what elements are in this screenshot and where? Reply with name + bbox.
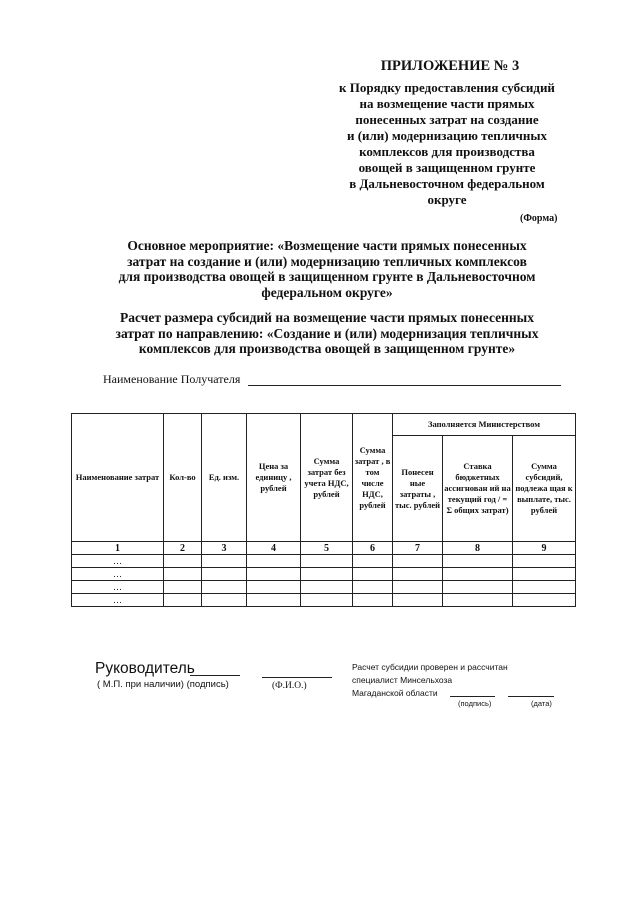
calculation-heading [92,310,562,357]
check-line: специалист Минсельхоза [352,675,453,685]
table-row [72,581,576,594]
stamp-signature-note: ( М.П. при наличии) (подпись) [97,679,229,690]
table-cell[interactable] [301,581,353,594]
table-cell[interactable] [164,568,202,581]
table-cell[interactable] [443,594,513,607]
recipient-input-line[interactable] [248,385,561,386]
head-label: Руководитель [95,660,195,677]
table-cell[interactable] [301,555,353,568]
table-cell[interactable] [353,594,393,607]
table-cell[interactable] [247,568,301,581]
col-header-incurred: Понесен ные затраты , тыс. рублей [393,436,443,542]
subsidy-calculation-table [71,413,576,607]
ministry-check-note [352,661,508,700]
table-cell[interactable] [202,581,247,594]
signature-caption: (подпись) [458,699,492,708]
recipient-label: Наименование Получателя [103,372,241,386]
table-cell[interactable] [513,568,576,581]
table-cell[interactable] [513,555,576,568]
table-cell[interactable] [353,581,393,594]
appendix-line: округе [427,192,467,207]
col-header-sum-vat: Сумма затрат , в том числе НДС, рублей [353,414,393,542]
form-label: (Форма) [520,213,558,224]
table-cell[interactable] [353,555,393,568]
column-number: 3 [202,542,247,555]
appendix-line: на возмещение части прямых [359,96,535,111]
table-cell[interactable] [443,568,513,581]
head-signature-line[interactable] [190,675,240,676]
table-cell[interactable] [393,581,443,594]
specialist-signature-line[interactable] [450,696,495,697]
column-number: 9 [513,542,576,555]
appendix-line: в Дальневосточном федеральном [349,176,545,191]
appendix-title: ПРИЛОЖЕНИЕ № 3 [380,58,520,74]
date-line[interactable] [508,696,554,697]
row-placeholder: … [72,581,164,594]
column-number: 2 [164,542,202,555]
main-event-line: для производства овощей в защищенном грунте в Дальневосточном [118,269,536,284]
calculation-line: комплексов для производства овощей в защищенном грунте» [138,341,516,356]
row-placeholder: … [72,594,164,607]
date-caption: (дата) [531,699,552,708]
table-cell[interactable] [164,555,202,568]
calculation-line: затрат по направлению: «Создание и (или) модернизация тепличных [115,325,539,341]
table-cell[interactable] [247,581,301,594]
table-row [72,568,576,581]
table-cell[interactable] [301,568,353,581]
column-number: 7 [393,542,443,555]
table-row [72,594,576,607]
col-header-sum-no-vat: Сумма затрат без учета НДС, рублей [301,414,353,542]
fio-note: (Ф.И.О.) [272,681,307,691]
appendix-line: понесенных затрат на создание [355,112,539,127]
table-cell[interactable] [247,594,301,607]
main-event-heading [92,238,562,300]
table-cell[interactable] [247,555,301,568]
main-event-line: федеральном округе» [261,284,393,300]
col-header-subsidy: Сумма субсидий, подлежа щая к выплате, тыс. рублей [513,436,576,542]
table-cell[interactable] [393,555,443,568]
column-number-row [72,542,576,555]
check-line: Расчет субсидии проверен и рассчитан [352,662,508,672]
column-number: 5 [301,542,353,555]
table-cell[interactable] [393,568,443,581]
appendix-line: и (или) модернизацию тепличных [346,128,548,143]
column-number: 8 [443,542,513,555]
column-number: 1 [72,542,164,555]
table-cell[interactable] [353,568,393,581]
col-header-price: Цена за единицу , рублей [247,414,301,542]
main-event-line: Основное мероприятие: «Возмещение части прямых понесенных [127,238,527,253]
row-placeholder: … [72,555,164,568]
col-header-name: Наименование затрат [72,414,164,542]
table-cell[interactable] [202,555,247,568]
table-cell[interactable] [301,594,353,607]
column-number: 6 [353,542,393,555]
head-fio-line[interactable] [262,677,332,678]
appendix-subtitle [322,80,572,208]
row-placeholder: … [72,568,164,581]
table-cell[interactable] [393,594,443,607]
table-cell[interactable] [164,581,202,594]
table-cell[interactable] [513,594,576,607]
column-number: 4 [247,542,301,555]
appendix-line: овощей в защищенном грунте [358,160,536,175]
main-event-line: затрат на создание и (или) модернизацию тепличных комплексов [127,253,527,269]
table-cell[interactable] [513,581,576,594]
table-cell[interactable] [202,594,247,607]
ministry-header: Заполняется Министерством [393,414,576,436]
table-cell[interactable] [443,555,513,568]
calculation-line: Расчет размера субсидий на возмещение части прямых понесенных [120,310,534,325]
table-cell[interactable] [202,568,247,581]
table-cell[interactable] [443,581,513,594]
appendix-line: к Порядку предоставления субсидий [339,80,555,95]
col-header-rate: Ставка бюджетных ассигнован ий на текущий год / = Σ общих затрат) [443,436,513,542]
col-header-unit: Ед. изм. [202,414,247,542]
col-header-qty: Кол-во [164,414,202,542]
table-row [72,555,576,568]
appendix-line: комплексов для производства [359,144,535,159]
check-line: Магаданской области [352,688,438,698]
table-cell[interactable] [164,594,202,607]
